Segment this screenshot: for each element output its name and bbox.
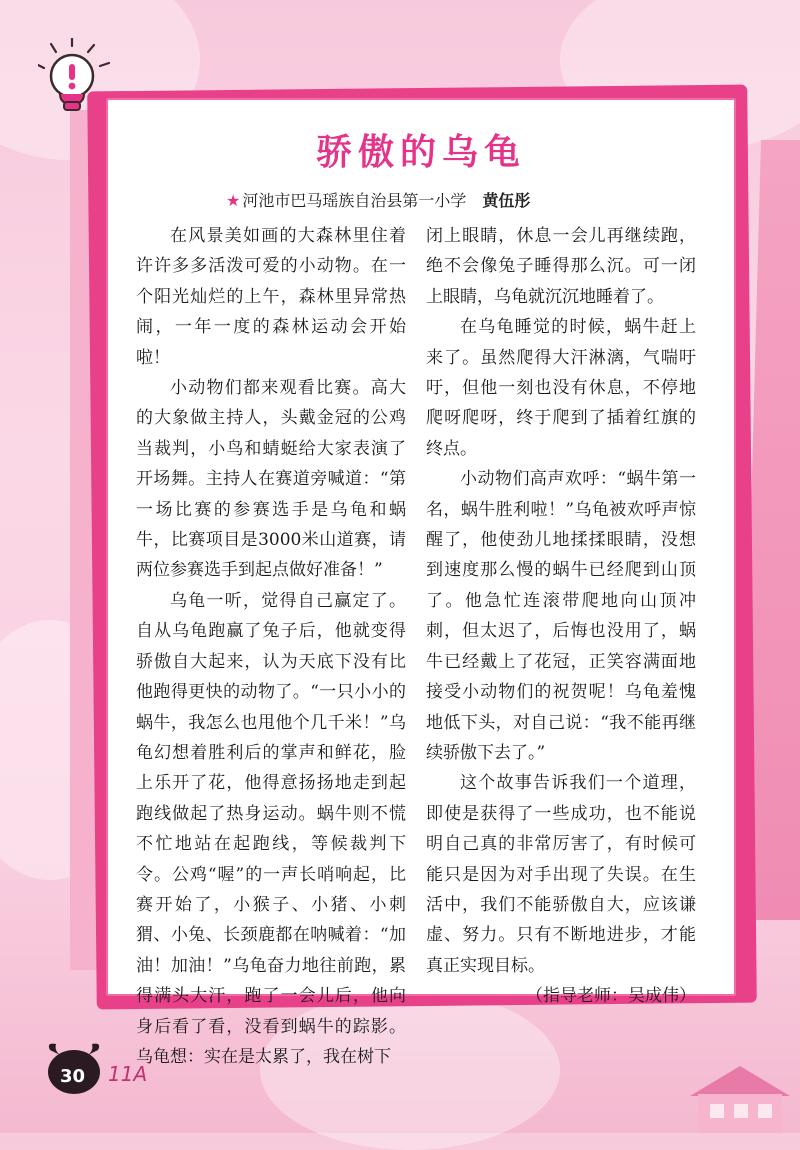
- paragraph: 在乌龟睡觉的时候，蜗牛赶上来了。虽然爬得大汗淋漓，气喘吁吁，但他一刻也没有休息，不停地爬呀爬呀，终于爬到了插着红旗的终点。: [426, 317, 696, 459]
- text-column-right: [426, 221, 696, 1012]
- author-name: 黄伍彤: [482, 191, 531, 210]
- article-paper: [106, 98, 736, 1067]
- byline: [226, 188, 530, 211]
- teacher-signoff: （指导老师：吴成伟）: [526, 986, 696, 1007]
- school-name: 河池市巴马瑶族自治县第一小学: [242, 191, 467, 210]
- paragraph: 闭上眼睛，休息一会儿再继续跑，绝不会像兔子睡得那么沉。可一闭上眼睛，乌龟就沉沉地睡着了。: [426, 226, 696, 307]
- text-column-left: [136, 221, 406, 1072]
- house-decoration: [680, 1060, 800, 1133]
- paragraph: 在风景美如画的大森林里住着许许多多活泼可爱的小动物。在一个阳光灿烂的上午，森林里异常热闹，一年一度的森林运动会开始啦！: [136, 226, 406, 368]
- star-icon: ★: [226, 191, 241, 210]
- page-mark: 11A: [108, 1062, 148, 1086]
- article-title: 骄傲的乌龟: [315, 132, 526, 173]
- paragraph: 小动物们高声欢呼：“蜗牛第一名，蜗牛胜利啦！”乌龟被欢呼声惊醒了，他使劲儿地揉揉眼睛，没想到速度那么慢的蜗牛已经爬到山顶了。他急忙连滚带爬地向山顶冲刺，但太迟了，后悔也没用了，蜗牛已经戴上了花冠，正笑容满面地接受小动物们的祝贺呢！乌龟羞愧地低下头，对自己说：“我不能再继续骄傲下去了。”: [426, 469, 696, 763]
- lightbulb-exclamation-icon: [38, 38, 112, 118]
- paragraph: 小动物们都来观看比赛。高大的大象做主持人，头戴金冠的公鸡当裁判，小鸟和蜻蜓给大家表演了开场舞。主持人在赛道旁喊道：“第一场比赛的参赛选手是乌龟和蜗牛，比赛项目是3000米山道赛，请两位参赛选手到起点做好准备！”: [136, 378, 406, 581]
- paragraph: 这个故事告诉我们一个道理，即使是获得了一些成功，也不能说明自己真的非常厉害了，有时候可能只是因为对手出现了失误。在生活中，我们不能骄傲自大，应该谦虚、努力。只有不断地进步，才能真正实现目标。: [426, 773, 696, 976]
- paragraph: 乌龟一听，觉得自己赢定了。自从乌龟跑赢了兔子后，他就变得骄傲自大起来，认为天底下没有比他跑得更快的动物了。“一只小小的蜗牛，我怎么也甩他个几千米！”乌龟幻想着胜利后的掌声和鲜花，脸上乐开了花，他得意扬扬地走到起跑线做起了热身运动。蜗牛则不慌不忙地站在起跑线，等候裁判下令。公鸡“喔”的一声长哨响起，比赛开始了，小猴子、小猪、小刺猬、小兔、长颈鹿都在呐喊着：“加油！加油！”乌龟奋力地往前跑，累得满头大汗，跑了一会儿后，他向身后看了看，没看到蜗牛的踪影。乌龟想：实在是太累了，我在树下: [136, 590, 406, 1067]
- page-number: 30: [60, 1066, 86, 1087]
